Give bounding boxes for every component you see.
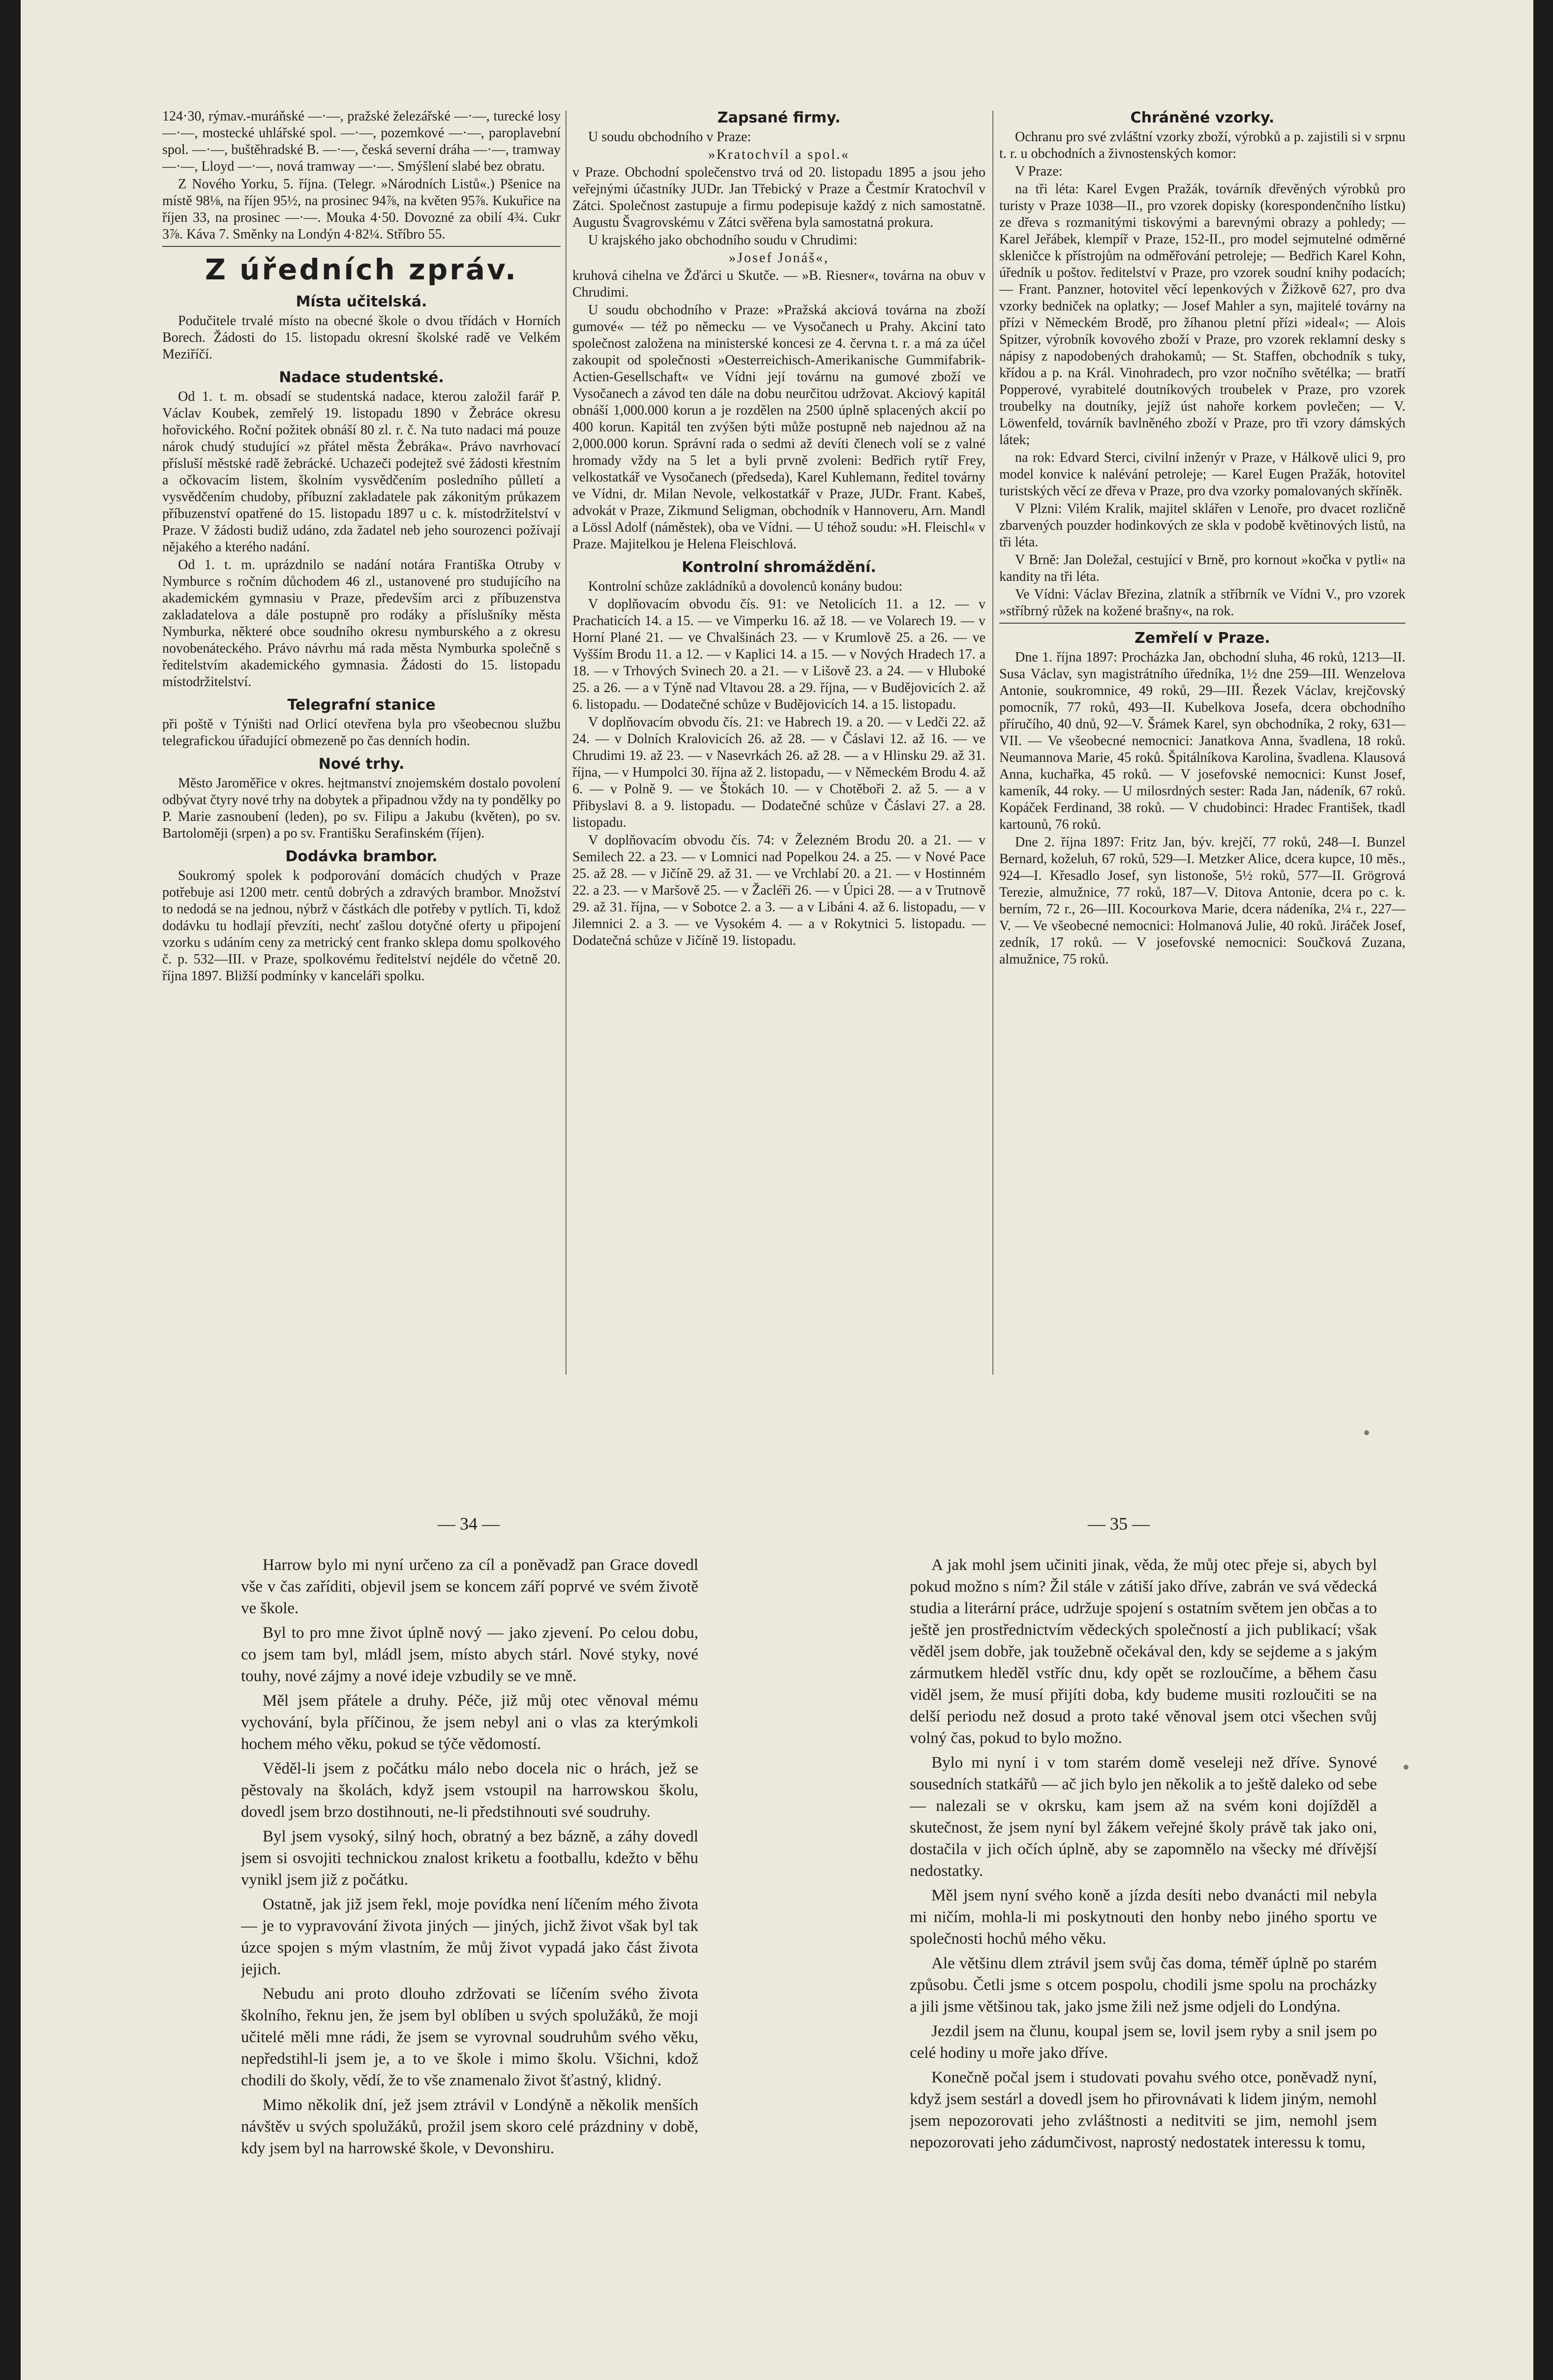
firm-name-jonas: »Josef Jonáš«,	[729, 250, 829, 266]
paragraph: Ale většinu dlem ztrávil jsem svůj čas doma, téměř úplně po starém způsobu. Četli jsme s otcem pospolu, chodili jsme spolu na procházky a jili jsme většinou tak, jako jsme žili než jsme odjeli do Londýna.	[910, 1955, 1377, 2016]
heading-new-markets: Nové trhy.	[318, 755, 405, 773]
paragraph: Bylo mi nyní i v tom starém domě veseleji než dříve. Synové sousedních statkářů — ač jich bylo jen několik a to ještě daleko od sebe — nalezali se v okrsku, kam jsem až na svém koni dojížděl a skutečnost, že jsem nyní byl žákem veřejné školy právě tak jako oni, dostačila v jich očích úplně, aby se zapomnělo na všecky mé dřívější nedostatky.	[910, 1754, 1377, 1880]
column-3	[999, 108, 1405, 1505]
paragraph: Věděl-li jsem z počátku málo nebo docela nic o hrách, jež se pěstovaly na školách, když jsem vstoupil na harrowskou školu, dovedl jsem brzo dostihnouti, ne-li předstihnouti své soudruhy.	[241, 1760, 698, 1821]
firm-rubber-factory: U soudu obchodního v Praze: »Pražská akciová továrna na zboží gumové« — též po německu — ve Vysočanech u Prahy. Akciní tato společnost založena na ministerské koncesi ze 4. června t. r. a má za účel zakoupit od společnosti »Oesterreichisch-Amerikanische Gummifabrik-Actien-Gesellschaft« ve Vídni její továrnu na gumové zboží ve Vysočanech a závod ten dále na dobu neurčitou udržovat. Akciový kapitál obnáší 1,000.000 korun a je rozdělen na 2500 úplně splacených akcií po 400 korun. Kapitál ten zvýšen býti může postupně neb najednou až na 2,000.000 korun. Správní rada o sedmi až devíti členech volí se z valné hromady vždy na 5 let a byli prvně zvoleni: Bedřich rytíř Frey, velkostatkář ve Vysočanech (předseda), Karel Kuhlemann, ředitel továrny ve Vídni, dr. Milan Nevole, velkostatkář v Praze, JUDr. Frant. Kabeš, advokát v Praze, Zikmund Seligman, obchodník v Hannoveru, Arn. Mandl a Lössl Adolf (náměstek), oba ve Vídni. — U téhož soudu: »H. Fleischl« v Praze. Majitelkou je Helena Fleischlová.	[572, 302, 986, 552]
heading-teaching-posts: Místa učitelská.	[296, 293, 427, 310]
heading-potato-delivery: Dodávka brambor.	[285, 848, 438, 865]
firm-kratochvil: v Praze. Obchodní společenstvo trvá od 20. listopadu 1895 a jsou jeho veřejnými účastníky JUDr. Jan Třebický v Praze a Čestmír Kratochvíl v Zátci. Společnost zastupuje a firmu podepisuje každý z nich samostatně. Augustu Švagrovskému v Zátci svěřena byla samostatná prokura.	[572, 165, 986, 230]
column-1	[162, 108, 561, 1505]
firms-court-chrudim: U krajského jako obchodního soudu v Chrudimi:	[588, 233, 858, 248]
designs-three-years: na tři léta: Karel Evgen Pražák, továrník dřevěných výrobků pro turisty v Praze 1038—II., pro vzorek dopisky (korespondenčního lístku) ze dřeva s rozmanitými tiskovými a barevnými obrazy a pohledy; — Karel Jeřábek, klempíř v Praze, 152-II., pro model sejmutelné odměrné skleničce k přístrojům na odměřování petroleje; — Bedřich Karel Kohn, úředník u poštov. ředitelství v Praze, pro vzorek soudní knihy podacích; — Frant. Panzner, hotovitel věcí lepenkových v Žižkově 627, pro dva vzorky bedniček na oplatky; — Josef Mahler a syn, majitelé továrny na přízi v Německém Brodě, pro žíhanou pletní přízi »ideal«; — Alois Spitzer, výrobník kovového zboží v Praze, pro vzorek reklamní desky s nápisy z napodobených drahokamů; — St. Staffen, obchodník s tuky, křídou a p. na Král. Vinohradech, pro vzor nočního světélka; — bratří Popperové, vyrabitelé doutníkových troubelek v Praze, pro vzorek troubelky na doutníky, jejíž úst nahoře korkem povlečen; — V. Löwenfeld, továrník bavlněného zboží v Praze, pro tři vzory dámských látek;	[999, 181, 1405, 448]
market-report: 124·30, rýmav.-muráňské —·—, pražské železářské —·—, turecké losy —·—, mostecké uhlářské spol. —·—, pozemkové —·—, paroplavební spol. —·—, buštěhradské B. —·—, česká severní dráha —·—, tramway —·—, Lloyd —·—, nová tramway —·—. Smýšlení slabé bez obratu.	[162, 109, 561, 174]
paragraph: Měl jsem nyní svého koně a jízda desíti nebo dvanácti mil nebyla mi ničím, mohla-li mi poskytnouti den honby nebo jiného sportu ve společnosti hochů mého věku.	[910, 1887, 1377, 1948]
control-district-91: V doplňovacím obvodu čís. 91: ve Netolicích 11. a 12. — v Prachaticích 14. a 15. — ve Vimperku 16. až 18. — ve Volarech 19. — v Horní Plané 21. — ve Chvalšinách 23. — v Krumlově 25. a 26. — ve Vyšším Brodu 11. a 12. — v Kaplici 14. a 15. — v Nových Hradech 17. a 18. — v Trhových Svinech 20. a 21. — v Lišově 23. a 24. — v Hluboké 25. a 26. — a v Týně nad Vltavou 28. a 29. října, — v Budějovicích 2. až 6. listopadu. — Dodatečné schůze v Budějovicích 14. a 15. listopadu.	[572, 597, 986, 712]
control-district-21: V doplňovacím obvodu čís. 21: ve Habrech 19. a 20. — v Ledči 22. až 24. — v Dolních Kralovicích 26. až 28. — v Čáslavi 12. až 16. — ve Chrudimi 19. až 23. — v Nasevrkách 26. až 28. — a v Hlinsku 29. až 31. října, — v Humpolci 30. října až 2. listopadu, — v Německém Brodu 4. až 6. — v Polně 9. — ve Štokách 10. — v Chotěboři 2. až 5. — a v Přibyslavi 8. a 9. listopadu. — Dodatečné schůze v Čáslavi 27. a 28. listopadu.	[572, 715, 986, 830]
heading-deceased: Zemřelí v Praze.	[1135, 630, 1270, 647]
book-page-left	[241, 1554, 698, 2356]
divider	[162, 246, 561, 247]
designs-brno: V Brně: Jan Doležal, cestující v Brně, pro kornout »kočka v pytli« na kandity na tři léta.	[999, 552, 1405, 584]
heading-student-foundations: Nadace studentské.	[279, 369, 444, 386]
article-foundation-2: Od 1. t. m. uprázdnilo se nadání notára Františka Otruby v Nymburce s ročním důchodem 46 zl., ustanovené pro studujícího na akademickém gymnasiu v Praze, především arci z příbuzenstva zakladatelova a dále postupně pro rodáky a příslušníky města Nymburka, některé obce soudního okresu nymburského a z okresu novobenáteckého. Právo návrhu má rada města Nymburka společně s ředitelstvím akademického gymnasia. Žádosti do 15. listopadu místodržitelství.	[162, 557, 561, 690]
new-york-report: Z Nového Yorku, 5. října. (Telegr. »Národních Listů«.) Pšenice na místě 98⅛, na říjen 95½, na prosinec 94⅞, na květen 95⅞. Kukuřice na říjen 33, na prosinec —·—. Mouka 4·50. Dovozné za obilí 4¾. Cukr 3⅞. Káva 7. Směnky na Londýn 4·82¼. Stříbro 55.	[162, 177, 561, 242]
paragraph: A jak mohl jsem učiniti jinak, věda, že můj otec přeje si, abych byl pokud možno s ním? Žil stále v zátiší jako dříve, zabrán ve svá vědecká studia a literární práce, udržuje spojení s ostatním světem jen občas a to ještě jen prostřednictvím vědeckých společností a jich publikací; však věděl jsem dobře, jak toužebně očekával den, kdy se sejdeme a s jakým zármutkem hleděl vstříc dnu, kdy opět se rozloučíme, a během času viděl jsem, že musí přijíti doba, kdy budeme musiti rozloučiti se na delší periodu než dosud a proto také věnoval jsem otci všechen svůj volný čas, pokud to bylo možno.	[910, 1556, 1377, 1747]
book-page-right	[910, 1554, 1377, 2356]
column-divider-2	[992, 111, 993, 1375]
print-speck	[1404, 1765, 1408, 1770]
newspaper-page	[21, 0, 1533, 2380]
designs-plzen: V Plzni: Vilém Kralik, majitel sklářen v Lenoře, pro dvacet rozličně zbarvených pouzder hodinkových ze skla v podobě květinových listů, na tři léta.	[999, 501, 1405, 550]
section-title: Z úředních zpráv.	[205, 253, 518, 286]
paragraph: Měl jsem přátele a druhy. Péče, již můj otec věnoval mému vychování, byla příčinou, že jsem nebyl ani o vlas za kterýmkoli hochem mého věku, pokud se týče vědomostí.	[241, 1692, 698, 1753]
article-teaching-posts: Podučitele trvalé místo na obecné škole o dvou třídách v Horních Borech. Žádosti do 15. listopadu okresní školské radě ve Velkém Meziříčí.	[162, 313, 561, 362]
paragraph: Harrow bylo mi nyní určeno za cíl a poněvadž pan Grace dovedl vše v čas zaříditi, objevil jsem se koncem září poprvé ve svém životě ve škole.	[241, 1556, 698, 1617]
designs-intro: Ochranu pro své zvláštní vzorky zboží, výrobků a p. zajistili si v srpnu t. r. u obchodních a živnostenských komor:	[999, 129, 1405, 161]
paragraph: Byl jsem vysoký, silný hoch, obratný a bez bázně, a záhy dovedl jsem si osvojiti technickou znalost kriketu a footballu, kdežto v běhu vynikl jsem již z počátku.	[241, 1828, 698, 1889]
article-new-markets: Město Jaroměřice v okres. hejtmanství znojemském dostalo povolení odbývat čtyry nové trhy na dobytek a připadnou vždy na ty pondělky po P. Marie zasnoubení (leden), po sv. Filipu a Jakubu (květen), po sv. Bartoloměji (srpen) a po sv. Františku Serafinském (říjen).	[162, 776, 561, 841]
page-number-right: — 35 —	[1088, 1514, 1150, 1534]
designs-one-year: na rok: Edvard Sterci, civilní inženýr v Praze, v Hálkově ulici 9, pro model konvice k nalévání petroleje; — Karel Eugen Pražák, hotovitel turistských věcí ze dřeva v Praze, pro dva vzorky pomalovaných skříněk.	[999, 450, 1405, 499]
firm-name-kratochvil: »Kratochvíl a spol.«	[708, 147, 850, 162]
page-number-left: — 34 —	[438, 1514, 500, 1534]
paragraph: Byl to pro mne život úplně nový — jako zjevení. Po celou dobu, co jsem tam byl, mládl jsem, místo abych stárl. Nové styky, nové touhy, nové zájmy a nové ideje vzbudily se ve mně.	[241, 1624, 698, 1685]
heading-telegraph: Telegrafní stanice	[287, 696, 436, 714]
paragraph: Nebudu ani proto dlouho zdržovati se líčením svého života školního, řeknu jen, že jsem byl oblíben u svých spolužáků, že moji učitelé měli mne rádi, že jsem se vyrovnal soudruhům svého věku, nepředstihl-li jsem je, a to ve škole i mimo školu. Všichni, kdož chodili do školy, vědí, že to vše znamenalo život šťastný, klidný.	[241, 1985, 698, 2089]
column-2	[572, 108, 986, 1505]
paragraph: Konečně počal jsem i studovati povahu svého otce, poněvadž nyní, když jsem sestárl a dovedl jsem ho přirovnávati k lidem jiným, nemohl jsem nepozorovati jeho zvláštnosti a neditviti se jim, nemohl jsem nepozorovati jeho zádumčivost, naprostý nedostatek interessu k tomu,	[910, 2069, 1377, 2151]
paragraph: Mimo několik dní, jež jsem ztrávil v Londýně a několik menších návštěv u svých spolužáků, prožil jsem skoro celé prázdniny v době, kdy jsem byl na harrowské škole, v Devonshiru.	[241, 2096, 698, 2157]
divider	[999, 623, 1405, 624]
firms-court: U soudu obchodního v Praze:	[588, 129, 751, 145]
designs-vienna: Ve Vídni: Václav Březina, zlatník a stříbrník ve Vídni V., pro vzorek »stříbrný růžek na kožené brašny«, na rok.	[999, 587, 1405, 619]
firm-jonas: kruhová cihelna ve Žďárci u Skutče. — »B. Riesner«, továrna na obuv v Chrudimi.	[572, 268, 986, 300]
paragraph: Jezdil jsem na člunu, koupal jsem se, lovil jsem ryby a snil jsem po celé hodiny u moře jako dříve.	[910, 2022, 1377, 2062]
article-telegraph: při poště v Týništi nad Orlicí otevřena byla pro všeobecnou službu telegrafickou úřadující obmezeně po čas denních hodin.	[162, 717, 561, 749]
deceased-oct-2: Dne 2. října 1897: Fritz Jan, býv. krejčí, 77 roků, 248—I. Bunzel Bernard, koželuh, 67 roků, 529—I. Metzker Alice, dcera kupce, 10 měs., 924—I. Křesadlo Josef, syn listonoše, 5½ roků, 577—II. Grögrová Terezie, almužnice, 77 roků, 187—V. Ditova Antonie, dcera po c. k. berním, 72 r., 26—III. Kocourkova Marie, dcera nádeníka, 2¼ r., 227—V. — Ve všeobecné nemocnici: Holmanová Julie, 40 roků. Jiráček Josef, zedník, 17 roků. — V josefovské nemocnici: Součková Zuzana, almužnice, 75 roků.	[999, 835, 1405, 967]
control-district-74: V doplňovacím obvodu čís. 74: v Železném Brodu 20. a 21. — v Semilech 22. a 23. — v Lomnici nad Popelkou 24. a 25. — v Nové Pace 25. až 28. — v Jičíně 29. až 31. — ve Vrchlabí 20. a 21. — v Hostinném 22. a 23. — v Maršově 25. — v Žacléři 26. — v Úpici 28. — a v Trutnově 29. až 31. října, — v Sobotce 2. a 3. — a v Libáni 4. až 6. listopadu, — v Jilemnici 2. a 3. — ve Vysokém 4. — a v Rokytnici 5. listopadu. — Dodatečná schůze v Jičíně 19. listopadu.	[572, 833, 986, 948]
article-potato-delivery: Soukromý spolek k podporování domácích chudých v Praze potřebuje asi 1200 metr. centů dobrých a zdravých brambor. Množství to nedodá se na jednou, nýbrž v částkách dle potřeby v pytlích. Ti, kdož dodávku tu hodlají převzíti, nechť zašlou dotyčné oferty u připojení vzorku s udáním ceny za metrický cent franko sklepa domu spolkového č. p. 532—III. v Praze, spolkovému ředitelství nejdéle do včetně 20. října 1897. Bližší podmínky v kanceláři spolku.	[162, 868, 561, 984]
paragraph: Ostatně, jak již jsem řekl, moje povídka není líčením mého života — je to vypravování života jiných — jiných, jichž život však byl tak úzce spojen s mým vlastním, že můj život vypadá jako část života jejich.	[241, 1896, 698, 1978]
print-speck	[1364, 1430, 1369, 1435]
designs-prague: V Praze:	[1015, 164, 1063, 179]
article-foundation-1: Od 1. t. m. obsadí se studentská nadace, kterou založil farář P. Václav Koubek, zemřelý 19. listopadu 1890 v Žebráce okresu hořovického. Roční požitek obnáší 80 zl. r. č. Na tuto nadaci má pouze nárok chudý studující »z přátel města Žebráka«. Právo navrhovací přísluší městské radě žebrácké. Uchazeči podejtež své žádosti křestním a očkovacím listem, školním vysvědčením posledního půlletí a vysvědčením chudoby, příbuzní zakladatele pak zákonitým průkazem příbuzenství opatřené do 15. listopadu 1897 u c. k. místodržitelství v Praze. V žádosti budiž udáno, zda žadatel neb jeho sourozenci požívají nějakého a kterého nadání.	[162, 389, 561, 555]
deceased-oct-1: Dne 1. října 1897: Procházka Jan, obchodní sluha, 46 roků, 1213—II. Susa Václav, syn magistrátního úředníka, 1½ dne 259—III. Wenzelova Antonie, soukromnice, 49 roků, 29—III. Řezek Václav, krejčovský pomocník, 77 roků, 493—II. Kubelkova Josefa, dcera obchodního příručího, 40 dnů, 92—V. Šrámek Karel, syn obchodníka, 2 roky, 631—VII. — Ve všeobecné nemocnici: Janatkova Anna, švadlena, 18 roků. Neumannova Marie, 45 roků. Špitálníkova Karolina, švadlena. Klausová Anna, kuchařka, 45 roků. — V josefovské nemocnici: Kunst Josef, kameník, 44 roky. — U milosrdných sester: Rada Jan, nádeník, 67 roků. Kopáček Ferdinand, 38 roků. — V chudobinci: Hradec František, tkadl kartounů, 76 roků.	[999, 650, 1405, 832]
heading-registered-firms: Zapsané firmy.	[717, 109, 841, 126]
control-intro: Kontrolní schůze zakládníků a dovolenců konány budou:	[588, 579, 903, 594]
column-divider-1	[566, 111, 567, 1375]
heading-protected-designs: Chráněné vzorky.	[1130, 109, 1275, 126]
heading-control-meetings: Kontrolní shromáždění.	[682, 559, 876, 576]
